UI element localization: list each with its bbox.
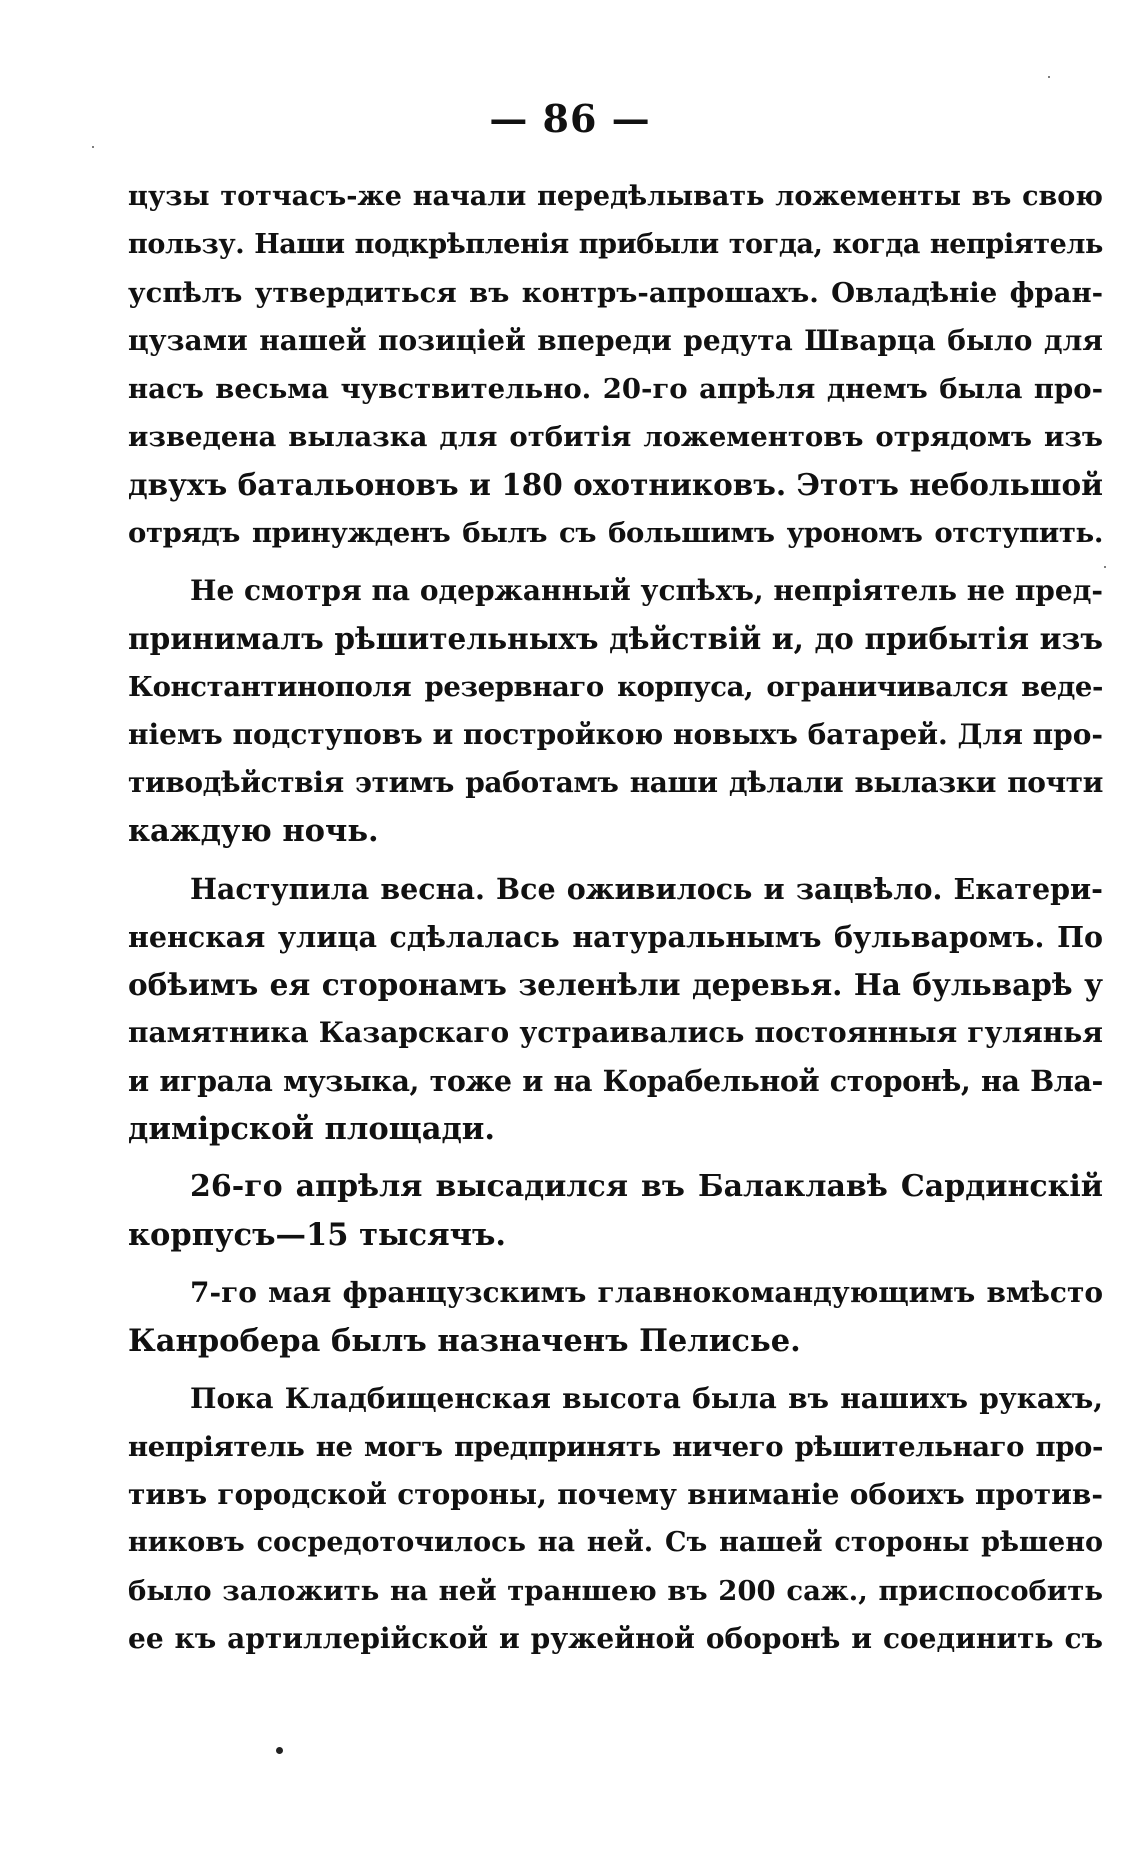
text-line: никовъ сосредоточилось на ней. Съ нашей стороны рѣшено [128, 1527, 1103, 1558]
body-text [128, 173, 1103, 1663]
text-line: каждую ночь. [128, 813, 379, 849]
text-line: принималъ рѣшительныхъ дѣйствій и, до прибытія изъ [128, 621, 1103, 656]
paragraph [128, 173, 1103, 557]
paragraph [128, 1269, 1103, 1365]
text-line: корпусъ—15 тысячъ. [128, 1217, 506, 1253]
text-line: ее къ артиллерійской и ружейной оборонѣ и соединить съ [128, 1622, 1103, 1655]
page-number: — 86 — [489, 96, 651, 141]
text-line: 7-го мая французскимъ главнокомандующимъ вмѣсто [190, 1276, 1103, 1309]
text-line: пользу. Наши подкрѣпленія прибыли тогда, когда непріятель [128, 229, 1103, 260]
paragraph [128, 865, 1103, 1153]
text-line: тиводѣйствія этимъ работамъ наши дѣлали вылазки почти [128, 766, 1103, 799]
text-line: Пока Кладбищенская высота была въ нашихъ рукахъ, [190, 1382, 1103, 1415]
ink-speck [1048, 76, 1050, 78]
paragraph [128, 1375, 1103, 1663]
text-line: насъ весьма чувствительно. 20-го апрѣля днемъ была про- [128, 373, 1103, 405]
text-line: изведена вылазка для отбитія ложементовъ отрядомъ изъ [128, 421, 1103, 453]
text-line: ненская улица сдѣлалась натуральнымъ бульваромъ. По [128, 920, 1103, 954]
text-line: тивъ городской стороны, почему вниманіе обоихъ против- [128, 1478, 1103, 1511]
text-line: непріятель не могъ предпринять ничего рѣшительнаго про- [128, 1431, 1103, 1463]
text-line: двухъ батальоновъ и 180 охотниковъ. Этотъ небольшой [128, 467, 1103, 502]
text-line: Не смотря па одержанный успѣхъ, непріятель не пред- [190, 574, 1103, 607]
text-line: успѣлъ утвердиться въ контръ-апрошахъ. Овладѣніе фран- [128, 277, 1103, 309]
paragraph [128, 1163, 1103, 1259]
ink-dot [276, 1747, 283, 1754]
text-line: Константинополя резервнаго корпуса, ограничивался веде- [128, 671, 1103, 703]
text-line: было заложить на ней траншею въ 200 саж., приспособить [128, 1575, 1103, 1607]
text-line: ніемъ подступовъ и постройкою новыхъ батарей. Для про- [128, 718, 1103, 751]
text-line: 26-го апрѣля высадился въ Балаклавѣ Сардинскій [190, 1169, 1103, 1204]
paragraph [128, 567, 1103, 855]
ink-speck [92, 146, 94, 148]
text-line: памятника Казарскаго устраивались постоянныя гулянья [128, 1016, 1103, 1049]
text-line: цузами нашей позиціей впереди редута Шварца было для [128, 324, 1103, 357]
text-line: и играла музыка, тоже и на Корабельной сторонѣ, на Вла- [128, 1064, 1103, 1098]
ink-speck [1104, 566, 1106, 568]
text-line: обѣимъ ея сторонамъ зеленѣли деревья. На бульварѣ у [128, 967, 1103, 1002]
text-line: Канробера былъ назначенъ Пелисье. [128, 1323, 801, 1359]
text-line: димірской площади. [128, 1111, 496, 1147]
text-line: Наступила весна. Все оживилось и зацвѣло. Екатери- [190, 872, 1103, 906]
text-line: цузы тотчасъ-же начали передѣлывать ложементы въ свою [128, 181, 1103, 212]
text-line: отрядъ принужденъ былъ съ большимъ урономъ отступить. [128, 517, 1103, 549]
